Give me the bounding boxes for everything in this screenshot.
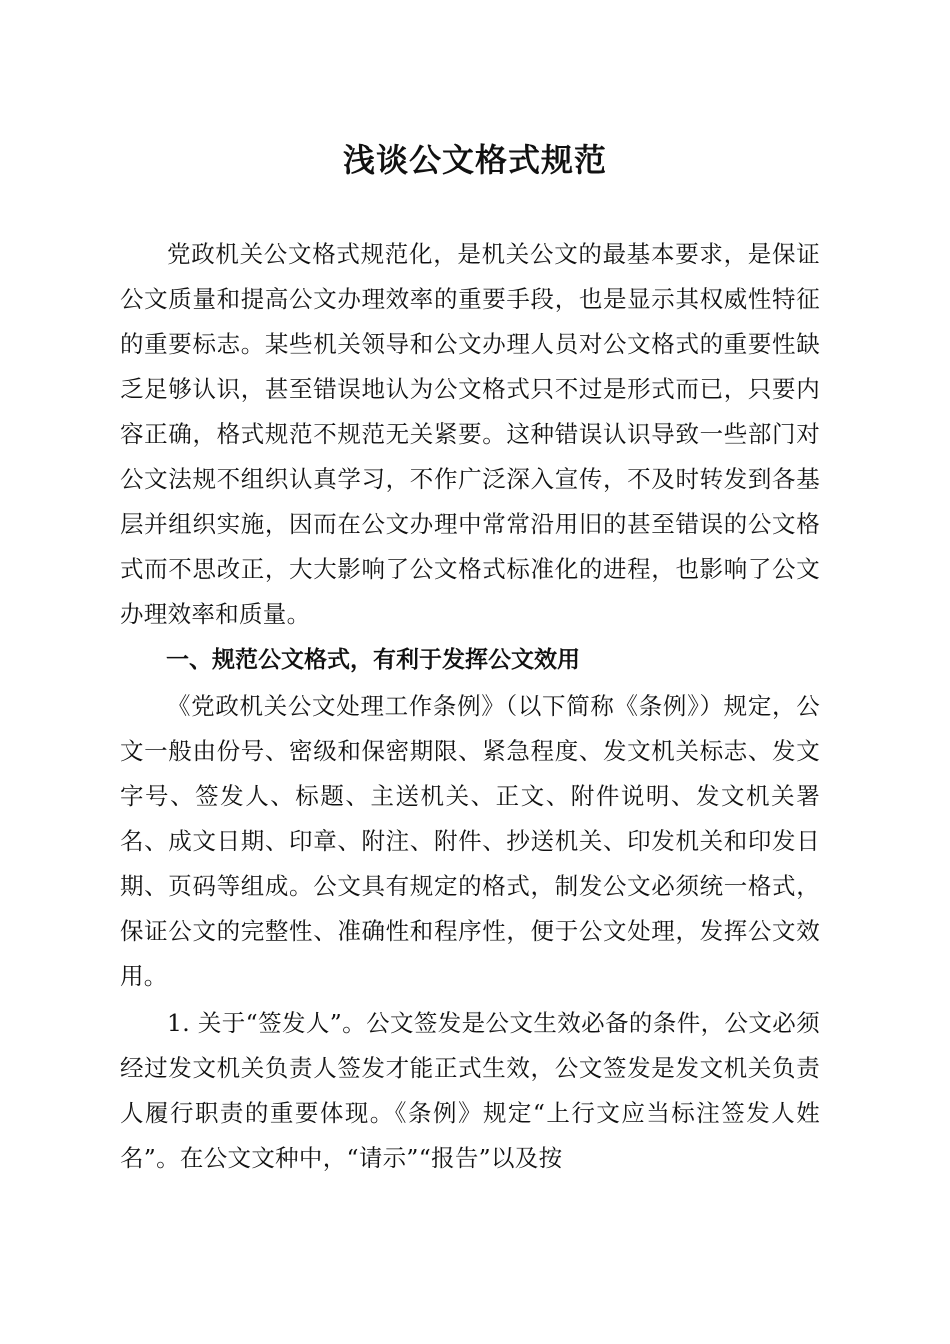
intro-paragraph: 党政机关公文格式规范化，是机关公文的最基本要求，是保证公文质量和提高公文办理效率的重要手段，也是显示其权威性特征的重要标志。某些机关领导和公文办理人员对公文格式的重要性缺乏足够认识，甚至错误地认为公文格式只不过是形式而已，只要内容正确，格式规范不规范无关紧要。这种错误认识导致一些部门对公文法规不组织认真学习，不作广泛深入宣传，不及时转发到各基层并组织实施，因而在公文办理中常常沿用旧的甚至错误的公文格式而不思改正，大大影响了公文格式标准化的进程，也影响了公文办理效率和质量。 [120, 240, 820, 628]
signer-paragraph: 1. 关于“签发人”。公文签发是公文生效必备的条件，公文必须经过发文机关负责人签发才能正式生效，公文签发是发文机关负责人履行职责的重要体现。《条例》规定“上行文应当标注签发人姓名”。在公文文种中，“请示”“报告”以及按 [120, 1009, 820, 1172]
document-body [120, 232, 820, 1181]
regulation-paragraph: 《党政机关公文处理工作条例》（以下简称《条例》）规定，公文一般由份号、密级和保密期限、紧急程度、发文机关标志、发文字号、签发人、标题、主送机关、正文、附件说明、发文机关署名、成文日期、印章、附注、附件、抄送机关、印发机关和印发日期、页码等组成。公文具有规定的格式，制发公文必须统一格式，保证公文的完整性、准确性和程序性，便于公文处理，发挥公文效用。 [120, 692, 820, 990]
document-title: 浅谈公文格式规范 [342, 141, 607, 179]
section-heading: 一、规范公文格式，有利于发挥公文效用 [166, 647, 580, 673]
